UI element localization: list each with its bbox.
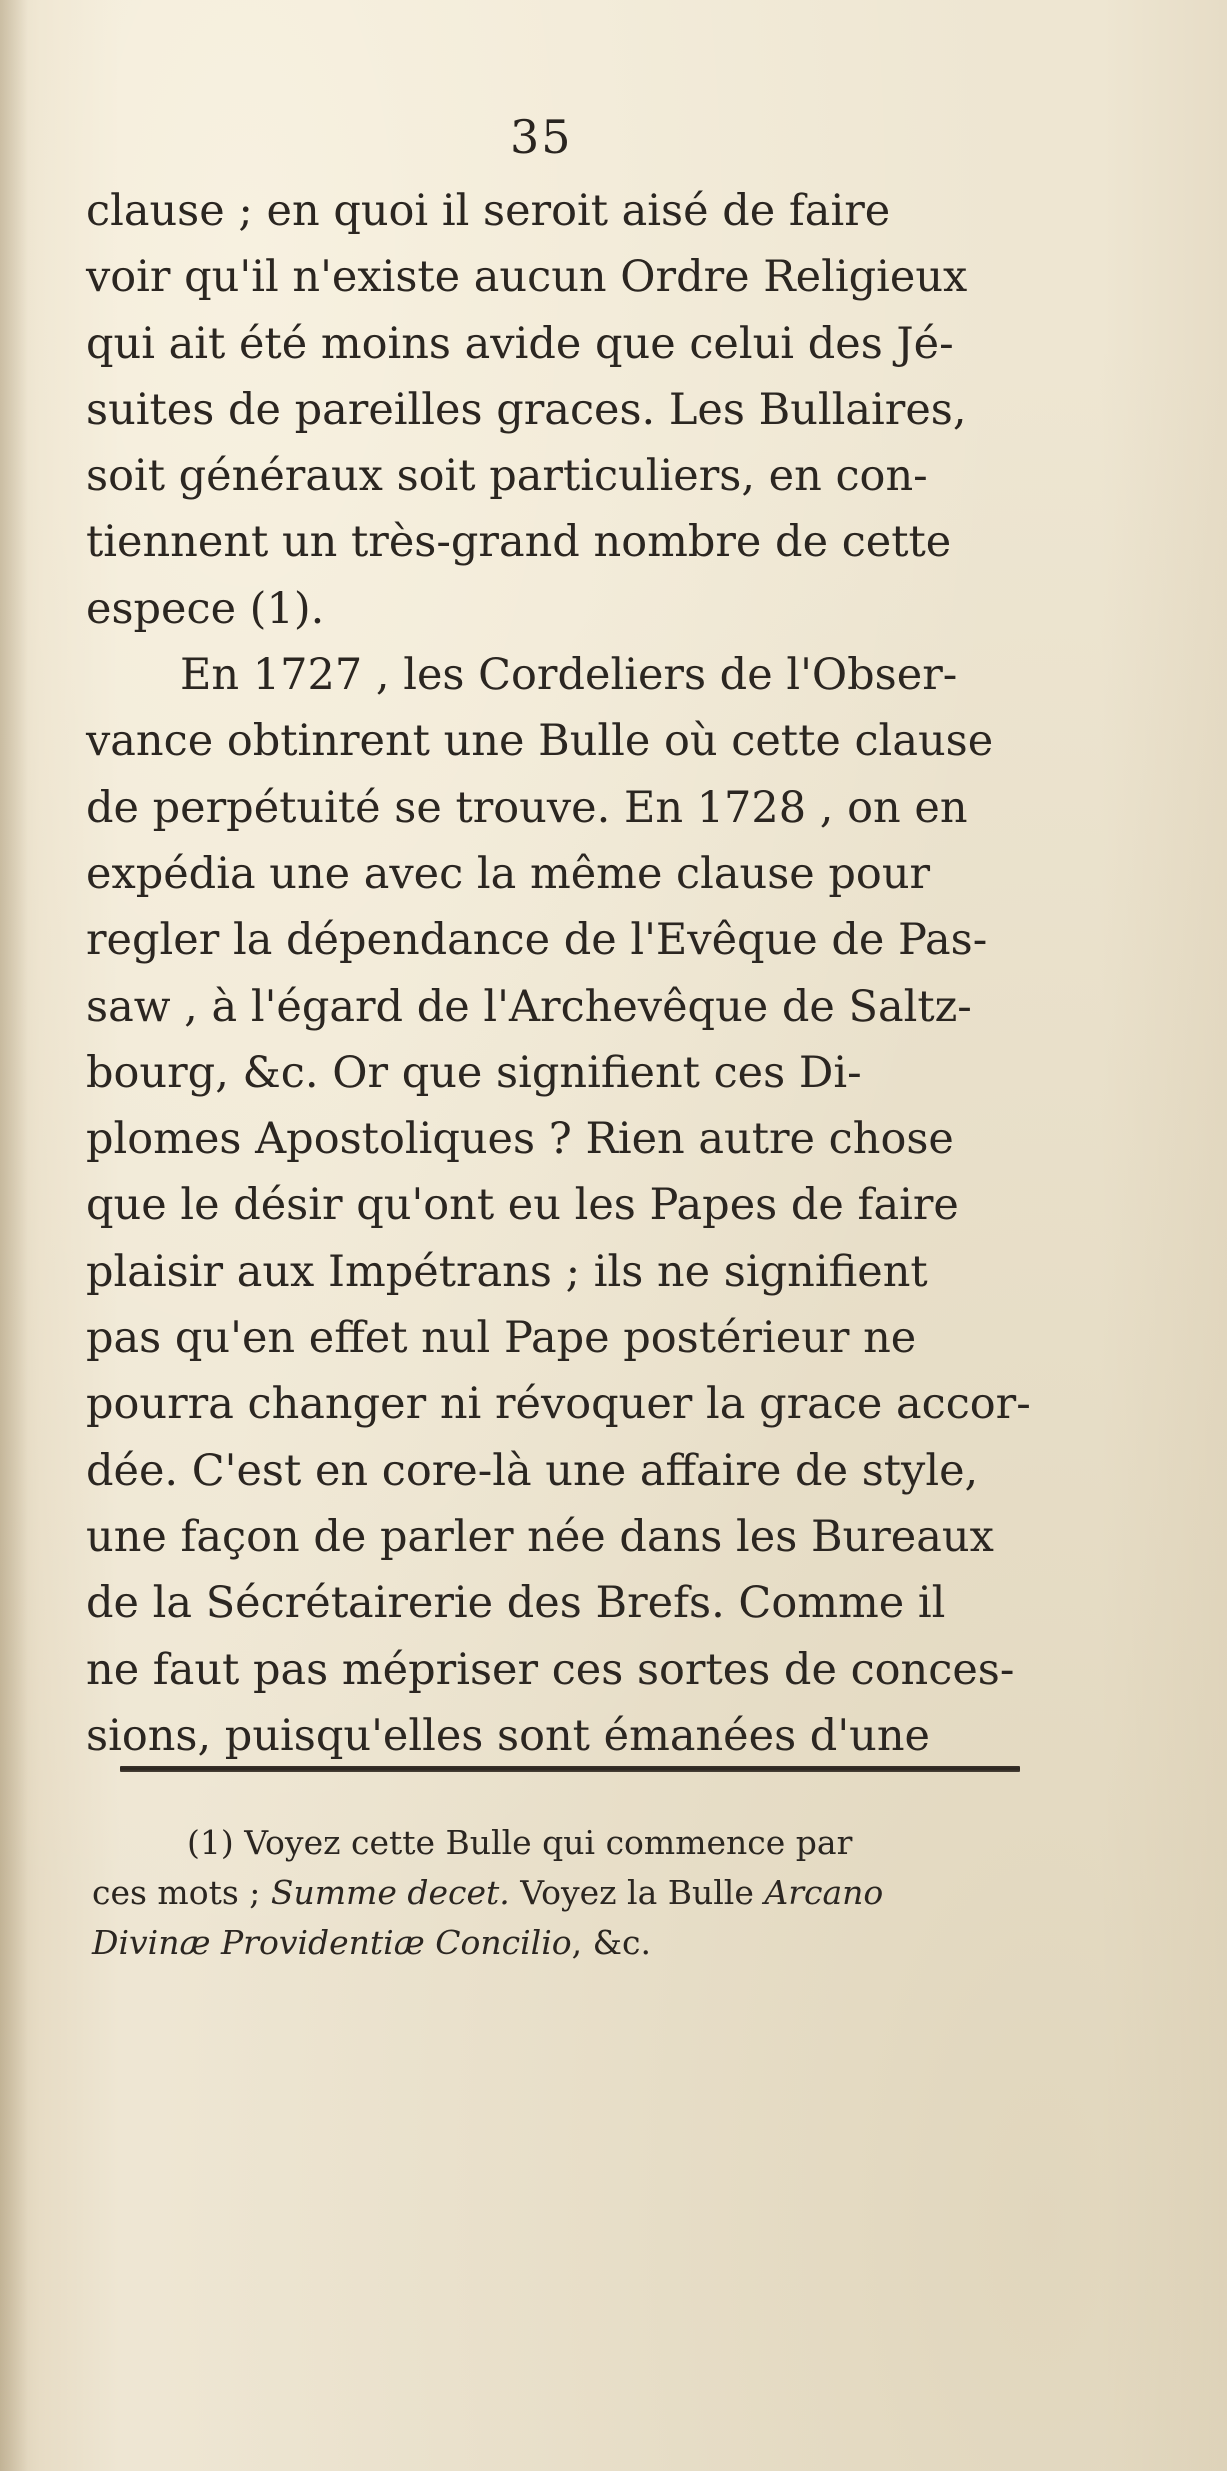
footnote-line-2: [92, 1868, 1092, 1918]
footnote-citation-summe-decet: Summe decet.: [270, 1873, 510, 1912]
body-line-18: pas qu'en effet nul Pape postérieur ne: [86, 1313, 917, 1364]
body-line-3: qui ait été moins avide que celui des Jé-: [86, 318, 954, 369]
footnote-citation-divinae-providentiae: Divinæ Providentiæ Concilio: [92, 1923, 572, 1962]
body-line-1: clause ; en quoi il seroit aisé de faire: [86, 186, 891, 236]
body-text: [86, 178, 1086, 1769]
body-line-13: saw , à l'égard de l'Archevêque de Saltz-: [86, 981, 972, 1032]
page-gutter-shadow: [0, 0, 28, 2471]
footnote-line-1-text: Voyez cette Bulle qui commence par: [244, 1823, 853, 1862]
footnote-line-2-text-a: ces mots ;: [92, 1873, 261, 1912]
footnote-line-1: [92, 1818, 1092, 1868]
body-line-7: espece (1).: [86, 583, 325, 634]
body-line-5: soit généraux soit particuliers, en con-: [86, 451, 928, 502]
body-line-17: plaisir aux Impétrans ; ils ne signifient: [86, 1246, 928, 1297]
body-line-16: que le désir qu'ont eu les Papes de faire: [86, 1180, 959, 1231]
page-number: 35: [510, 110, 573, 164]
footnote-line-2-text-b: Voyez la Bulle: [520, 1873, 754, 1912]
body-line-22: de la Sécrétairerie des Brefs. Comme il: [86, 1578, 946, 1629]
body-line-15: plomes Apostoliques ? Rien autre chose: [86, 1114, 954, 1165]
body-line-14: bourg, &c. Or que signifient ces Di-: [86, 1047, 862, 1098]
body-line-8: En 1727 , les Cordeliers de l'Obser-: [180, 650, 958, 701]
body-line-23: ne faut pas mépriser ces sortes de conces-: [86, 1644, 1015, 1695]
footnote-marker: (1): [187, 1823, 234, 1862]
body-line-11: expédia une avec la même clause pour: [86, 848, 931, 899]
footnote-line-3: [92, 1918, 1092, 1968]
body-line-21: une façon de parler née dans les Bureaux: [86, 1511, 994, 1562]
body-line-4: suites de pareilles graces. Les Bullaires,: [86, 384, 967, 435]
body-line-20: dée. C'est en core-là une affaire de style,: [86, 1445, 979, 1496]
footnote-line-3-text: , &c.: [571, 1923, 651, 1962]
footnote: [92, 1818, 1092, 1968]
body-line-6: tiennent un très-grand nombre de cette: [86, 517, 952, 568]
footnote-citation-arcano: Arcano: [764, 1873, 884, 1912]
body-line-10: de perpétuité se trouve. En 1728 , on en: [86, 782, 968, 833]
body-line-24: sions, puisqu'elles sont émanées d'une: [86, 1710, 930, 1761]
footnote-separator-rule: [120, 1766, 1020, 1772]
body-line-2: voir qu'il n'existe aucun Ordre Religieux: [86, 252, 968, 303]
body-line-19: pourra changer ni révoquer la grace accor-: [86, 1379, 1031, 1430]
body-line-9: vance obtinrent une Bulle où cette clause: [86, 716, 994, 767]
body-line-12: regler la dépendance de l'Evêque de Pas-: [86, 915, 988, 966]
